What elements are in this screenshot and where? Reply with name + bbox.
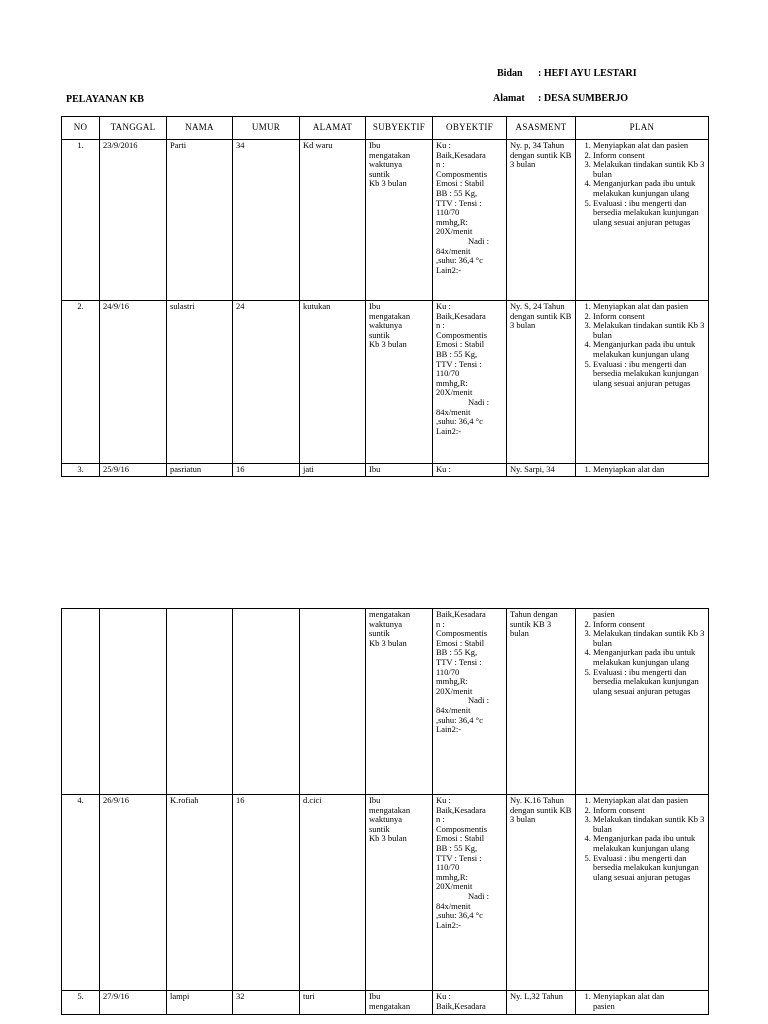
obyektif-line: TTV : Tensi :	[436, 656, 482, 667]
subyektif-line: Ibu	[369, 991, 381, 1001]
obyektif-line: Nadi :	[467, 396, 489, 407]
table-row	[62, 140, 709, 301]
col-header: TANGGAL	[100, 117, 167, 140]
alamat-value: : DESA SUMBERJO	[538, 93, 629, 104]
row-umur	[233, 609, 300, 795]
obyektif-line: Baik,Kesadara	[436, 149, 486, 160]
plan-item: 2. Inform consent	[593, 312, 705, 322]
row-nama: pasriatun	[167, 464, 233, 477]
obyektif-line: TTV : Tensi :	[436, 197, 482, 208]
subyektif-line: mengatakan	[369, 1000, 411, 1011]
row-tanggal	[100, 609, 167, 795]
plan-item: 5. Evaluasi : ibu mengerti dan bersedia melakukan kunjungan ulang sesuai anjuran petugas	[593, 199, 705, 228]
obyektif-line: mmhg,R:	[436, 871, 468, 882]
obyektif-line: Lain2:-	[436, 264, 462, 275]
kb-table-page-1	[61, 116, 709, 477]
row-tanggal: 25/9/16	[100, 464, 167, 477]
row-alamat: Kd waru	[300, 140, 366, 301]
row-plan	[576, 609, 709, 795]
obyektif-line: TTV : Tensi :	[436, 852, 482, 863]
obyektif-line: n :	[436, 320, 445, 331]
row-no: 5.	[62, 991, 100, 1015]
obyektif-line: 84x/menit	[436, 704, 471, 715]
obyektif-line: Ku :	[436, 795, 451, 805]
row-obyektif	[433, 795, 507, 991]
row-subyektif	[366, 795, 433, 991]
bidan-label-text: Bidan	[497, 68, 523, 79]
subyektif-line: Kb 3 bulan	[369, 178, 407, 189]
row-asasment: Ny. L,32 Tahun	[507, 991, 576, 1015]
obyektif-line: 110/70	[436, 666, 460, 677]
row-asasment: Ny. S, 24 Tahun dengan suntik KB 3 bulan	[507, 301, 576, 464]
obyektif-line: n :	[436, 618, 445, 629]
row-nama	[167, 609, 233, 795]
obyektif-line: Ku :	[436, 301, 451, 311]
col-header: SUBYEKTIF	[366, 117, 433, 140]
table-row	[62, 464, 709, 477]
plan-item: 1. Menyiapkan alat dan	[593, 992, 705, 1002]
row-obyektif	[433, 140, 507, 301]
obyektif-line: Emosi : Stabil	[436, 178, 485, 189]
row-alamat: d.cici	[300, 795, 366, 991]
obyektif-line: Lain2:-	[436, 919, 462, 930]
obyektif-line: ,suhu: 36,4 °c	[436, 255, 483, 266]
row-umur: 24	[233, 301, 300, 464]
obyektif-line: Baik,Kesadara	[436, 1000, 486, 1011]
obyektif-line: TTV : Tensi :	[436, 358, 482, 369]
row-nama: lampi	[167, 991, 233, 1015]
plan-item: 1. Menyiapkan alat dan pasien	[593, 796, 705, 806]
subyektif-line: suntik	[369, 628, 390, 639]
row-no	[62, 609, 100, 795]
subyektif-line: mengatakan	[369, 149, 411, 160]
col-header: ASASMENT	[507, 117, 576, 140]
row-no: 2.	[62, 301, 100, 464]
subyektif-line: mengatakan	[369, 310, 411, 321]
subyektif-line: suntik	[369, 168, 390, 179]
plan-item: 3. Melakukan tindakan suntik Kb 3 bulan	[593, 160, 705, 179]
obyektif-line: 20X/menit	[436, 226, 473, 237]
obyektif-line: Baik,Kesadara	[436, 310, 486, 321]
row-subyektif: Ibu	[366, 464, 433, 477]
subyektif-line: Ibu	[369, 301, 381, 311]
obyektif-line: Composmentis	[436, 823, 488, 834]
obyektif-line: ,suhu: 36,4 °c	[436, 910, 483, 921]
alamat-label: Alamat	[493, 93, 525, 104]
obyektif-line: ,suhu: 36,4 °c	[436, 714, 483, 725]
row-subyektif	[366, 301, 433, 464]
obyektif-line: 110/70	[436, 368, 460, 379]
row-umur: 32	[233, 991, 300, 1015]
col-header: UMUR	[233, 117, 300, 140]
plan-item: 5. Evaluasi : ibu mengerti dan bersedia melakukan kunjungan ulang sesuai anjuran petugas	[593, 854, 705, 883]
obyektif-line: mmhg,R:	[436, 676, 468, 687]
row-plan	[576, 301, 709, 464]
obyektif-line: Nadi :	[467, 235, 489, 246]
plan-item: 5. Evaluasi : ibu mengerti dan bersedia melakukan kunjungan ulang sesuai anjuran petugas	[593, 360, 705, 389]
row-asasment: Tahun dengan suntik KB 3 bulan	[507, 609, 576, 795]
table-row	[62, 609, 709, 795]
subyektif-line: waktunya	[369, 814, 403, 825]
plan-item: 3. Melakukan tindakan suntik Kb 3 bulan	[593, 629, 705, 648]
plan-cont-line: pasien	[593, 609, 615, 619]
row-alamat: kutukan	[300, 301, 366, 464]
obyektif-line: ,suhu: 36,4 °c	[436, 416, 483, 427]
row-plan	[576, 140, 709, 301]
table-row	[62, 795, 709, 991]
row-tanggal: 26/9/16	[100, 795, 167, 991]
row-umur: 16	[233, 464, 300, 477]
subyektif-line: Kb 3 bulan	[369, 339, 407, 350]
obyektif-line: Emosi : Stabil	[436, 637, 485, 648]
row-no: 3.	[62, 464, 100, 477]
obyektif-line: n :	[436, 159, 445, 170]
obyektif-line: Composmentis	[436, 329, 488, 340]
subyektif-line: Ibu	[369, 795, 381, 805]
bidan-label	[497, 68, 523, 79]
table-header-row	[62, 117, 709, 140]
obyektif-line: mmhg,R:	[436, 216, 468, 227]
row-asasment: Ny. Sarpi, 34	[507, 464, 576, 477]
obyektif-line: 84x/menit	[436, 245, 471, 256]
plan-item: 4. Menganjurkan pada ibu untuk melakukan kunjungan ulang	[593, 834, 705, 853]
row-tanggal: 24/9/16	[100, 301, 167, 464]
kb-table-page-2	[61, 608, 709, 1015]
obyektif-line: Emosi : Stabil	[436, 339, 485, 350]
row-no: 4.	[62, 795, 100, 991]
obyektif-line: Ku :	[436, 140, 451, 150]
subyektif-line: Ibu	[369, 140, 381, 150]
row-obyektif: Ku :	[433, 464, 507, 477]
subyektif-line: Kb 3 bulan	[369, 637, 407, 648]
obyektif-line: 20X/menit	[436, 881, 473, 892]
subyektif-line: Kb 3 bulan	[369, 833, 407, 844]
obyektif-line: Lain2:-	[436, 425, 462, 436]
row-nama: K.rofiah	[167, 795, 233, 991]
plan-item: 1. Menyiapkan alat dan pasien	[593, 141, 705, 151]
row-nama: Parti	[167, 140, 233, 301]
obyektif-line: Composmentis	[436, 628, 488, 639]
obyektif-line: 20X/menit	[436, 685, 473, 696]
row-umur: 34	[233, 140, 300, 301]
obyektif-line: 84x/menit	[436, 406, 471, 417]
row-obyektif	[433, 991, 507, 1015]
subyektif-line: waktunya	[369, 320, 403, 331]
bidan-value: : HEFI AYU LESTARI	[538, 68, 637, 79]
obyektif-line: 84x/menit	[436, 900, 471, 911]
col-header: NO	[62, 117, 100, 140]
plan-item: 2. Inform consent	[593, 151, 705, 161]
obyektif-line: BB : 55 Kg,	[436, 187, 478, 198]
row-plan	[576, 464, 709, 477]
row-asasment: Ny. K.16 Tahun dengan suntik KB 3 bulan	[507, 795, 576, 991]
obyektif-line: Baik,Kesadara	[436, 804, 486, 815]
plan-item: 3. Melakukan tindakan suntik Kb 3 bulan	[593, 815, 705, 834]
row-no: 1.	[62, 140, 100, 301]
subyektif-line: suntik	[369, 329, 390, 340]
plan-item: 4. Menganjurkan pada ibu untuk melakukan kunjungan ulang	[593, 340, 705, 359]
obyektif-line: Ku :	[436, 991, 451, 1001]
plan-cont-line: pasien	[593, 1000, 615, 1011]
plan-item: 2. Inform consent	[593, 620, 705, 630]
obyektif-line: Baik,Kesadara	[436, 609, 486, 619]
row-subyektif	[366, 991, 433, 1015]
row-alamat: turi	[300, 991, 366, 1015]
table-row	[62, 301, 709, 464]
row-subyektif	[366, 140, 433, 301]
row-tanggal: 27/9/16	[100, 991, 167, 1015]
row-plan	[576, 795, 709, 991]
row-plan	[576, 991, 709, 1015]
col-header: PLAN	[576, 117, 709, 140]
obyektif-line: Emosi : Stabil	[436, 833, 485, 844]
plan-item: 1. Menyiapkan alat dan	[593, 465, 705, 475]
subyektif-line: waktunya	[369, 159, 403, 170]
obyektif-line: Composmentis	[436, 168, 488, 179]
row-obyektif	[433, 609, 507, 795]
obyektif-line: Nadi :	[467, 890, 489, 901]
subyektif-line: mengatakan	[369, 804, 411, 815]
col-header: OBYEKTIF	[433, 117, 507, 140]
plan-item: 3. Melakukan tindakan suntik Kb 3 bulan	[593, 321, 705, 340]
obyektif-line: Lain2:-	[436, 724, 462, 735]
subyektif-line: waktunya	[369, 618, 403, 629]
row-subyektif	[366, 609, 433, 795]
table-row	[62, 991, 709, 1015]
row-obyektif	[433, 301, 507, 464]
col-header: ALAMAT	[300, 117, 366, 140]
row-nama: sulastri	[167, 301, 233, 464]
obyektif-line: 20X/menit	[436, 387, 473, 398]
col-header: NAMA	[167, 117, 233, 140]
row-tanggal: 23/9/2016	[100, 140, 167, 301]
row-alamat	[300, 609, 366, 795]
obyektif-line: Nadi :	[467, 695, 489, 706]
obyektif-line: 110/70	[436, 207, 460, 218]
obyektif-line: BB : 55 Kg,	[436, 348, 478, 359]
row-alamat: jati	[300, 464, 366, 477]
plan-item: 2. Inform consent	[593, 806, 705, 816]
obyektif-line: mmhg,R:	[436, 377, 468, 388]
obyektif-line: n :	[436, 814, 445, 825]
plan-item: 1. Menyiapkan alat dan pasien	[593, 302, 705, 312]
plan-item: 4. Menganjurkan pada ibu untuk melakukan kunjungan ulang	[593, 648, 705, 667]
plan-item: 5. Evaluasi : ibu mengerti dan bersedia melakukan kunjungan ulang sesuai anjuran petugas	[593, 668, 705, 697]
row-asasment: Ny. p, 34 Tahun dengan suntik KB 3 bulan	[507, 140, 576, 301]
subyektif-line: suntik	[369, 823, 390, 834]
obyektif-line: BB : 55 Kg,	[436, 647, 478, 658]
obyektif-line: BB : 55 Kg,	[436, 842, 478, 853]
subyektif-line: mengatakan	[369, 609, 411, 619]
page-title: PELAYANAN KB	[66, 94, 144, 105]
obyektif-line: 110/70	[436, 862, 460, 873]
plan-item: 4. Menganjurkan pada ibu untuk melakukan kunjungan ulang	[593, 179, 705, 198]
row-umur: 16	[233, 795, 300, 991]
